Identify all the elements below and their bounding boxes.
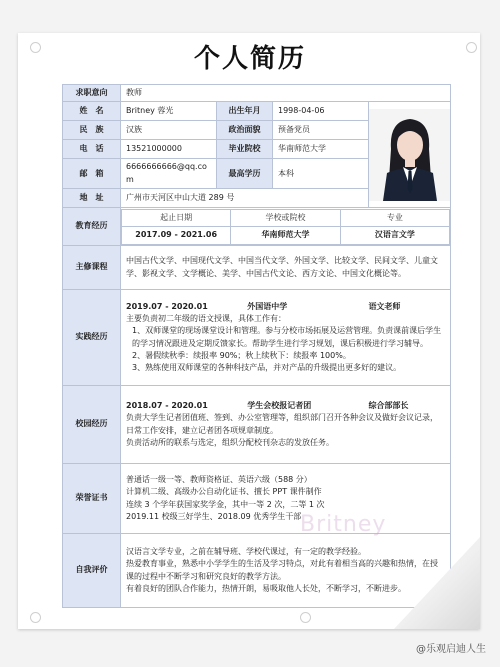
objective-value: 教师 — [121, 85, 451, 102]
binder-hole — [30, 612, 41, 623]
ethnic-label: 民 族 — [63, 121, 121, 140]
campus-label: 校园经历 — [63, 386, 121, 464]
campus-org: 学生会校报记者团 — [247, 400, 312, 410]
campus-line: 负责大学生记者团值班、签到、办公室管理等，组织部门召开各种会议及做好会议记录，日常工作安排，建立记者团各项规章制度。 — [126, 413, 438, 435]
practice-role: 语文老师 — [368, 301, 401, 311]
courses-label: 主修课程 — [63, 246, 121, 290]
binder-hole — [300, 612, 311, 623]
practice-label: 实践经历 — [63, 290, 121, 386]
education-header: 起止日期 — [122, 209, 231, 226]
address-label: 地 址 — [63, 189, 121, 208]
watermark: Britney — [300, 512, 387, 537]
self-eval-line: 汉语言文学专业，之前在辅导班、学校代课过，有一定的教学经验。 — [126, 546, 366, 556]
practice-org: 外国语中学 — [247, 301, 288, 311]
school-label: 毕业院校 — [217, 140, 273, 159]
phone-value: 13521000000 — [121, 140, 217, 159]
name-label: 姓 名 — [63, 102, 121, 121]
certificates-block — [121, 464, 451, 534]
degree-value: 本科 — [273, 159, 369, 189]
birth-label: 出生年月 — [217, 102, 273, 121]
source-credit: @乐观启迪人生 — [416, 644, 486, 655]
education-header: 学校或院校 — [231, 209, 340, 226]
practice-line: 1、双师课堂的现场课堂设计和管理。参与分校市场拓展及运营管理。负责课前课后学生的学习情况跟进及定期反馈家长。帮助学生进行学习规划，课后积极进行学习辅导。 — [132, 326, 442, 348]
objective-label: 求职意向 — [63, 85, 121, 102]
political-label: 政治面貌 — [217, 121, 273, 140]
practice-header — [126, 301, 445, 313]
courses-text: 中国古代文学、中国现代文学、中国当代文学、外国文学、比较文学、民间文学、儿童文学、影视文学、文学概论、美学、中国古代文论、西方文论、中国文化概论等。 — [121, 246, 451, 290]
resume-table — [62, 84, 451, 608]
practice-line: 3、熟练使用双师课堂的各种科技产品，并对产品的升级提出更多好的建议。 — [132, 363, 402, 373]
political-value: 预备党员 — [273, 121, 369, 140]
self-eval-line: 热爱教育事业，熟悉中小学学生的生活及学习特点，对此有着相当高的兴趣和热情，在授课的过程中不断学习和研究良好的教学方法。 — [126, 559, 438, 581]
address-value: 广州市天河区中山大道 289 号 — [121, 189, 369, 208]
email-label: 邮 箱 — [63, 159, 121, 189]
school-value: 华南师范大学 — [273, 140, 369, 159]
self-eval-block — [121, 534, 451, 608]
phone-label: 电 话 — [63, 140, 121, 159]
name-value: Britney 蓉光 — [121, 102, 217, 121]
education-school: 华南师范大学 — [231, 227, 340, 244]
education-major: 汉语言文学 — [340, 227, 449, 244]
photo-cell — [369, 102, 451, 208]
campus-block — [121, 386, 451, 464]
practice-period: 2019.07 - 2020.01 — [126, 301, 208, 311]
education-header: 专业 — [340, 209, 449, 226]
degree-label: 最高学历 — [217, 159, 273, 189]
practice-line: 2、暑假续秋季：续报率 90%；秋上续秋下：续报率 100%。 — [132, 351, 351, 361]
resume-title: 个人简历 — [193, 44, 306, 74]
ethnic-value: 汉族 — [121, 121, 217, 140]
campus-role: 综合部部长 — [368, 400, 409, 410]
certificates-label: 荣誉证书 — [63, 464, 121, 534]
education-block — [121, 208, 451, 246]
profile-photo — [369, 109, 450, 201]
certificate-line: 普通话一级一等、教师资格证、英语六级（588 分） — [126, 474, 312, 484]
practice-line: 主要负责初二年级的语文授课，具体工作有： — [126, 313, 286, 323]
self-eval-line: 有着良好的团队合作能力，热情开朗，易吸取他人长处，不断学习，不断进步。 — [126, 584, 406, 594]
campus-period: 2018.07 - 2020.01 — [126, 400, 208, 410]
certificate-line: 2019.11 校级三好学生、2018.09 优秀学生干部 — [126, 512, 302, 522]
education-table — [121, 209, 450, 245]
campus-header — [126, 400, 445, 412]
education-period: 2017.09 - 2021.06 — [122, 227, 231, 244]
self-eval-label: 自我评价 — [63, 534, 121, 608]
campus-line: 负责活动所的联系与选定，组织分配校刊杂志的发放任务。 — [126, 438, 334, 448]
email-value: 6666666666@qq.com — [121, 159, 217, 189]
education-label: 教育经历 — [63, 208, 121, 246]
birth-value: 1998-04-06 — [273, 102, 369, 121]
practice-block — [121, 290, 451, 386]
certificate-line: 连续 3 个学年获国家奖学金，其中一等 2 次，二等 1 次 — [126, 499, 325, 509]
certificate-line: 计算机二级、高级办公自动化证书、擅长 PPT 课件制作 — [126, 487, 322, 497]
